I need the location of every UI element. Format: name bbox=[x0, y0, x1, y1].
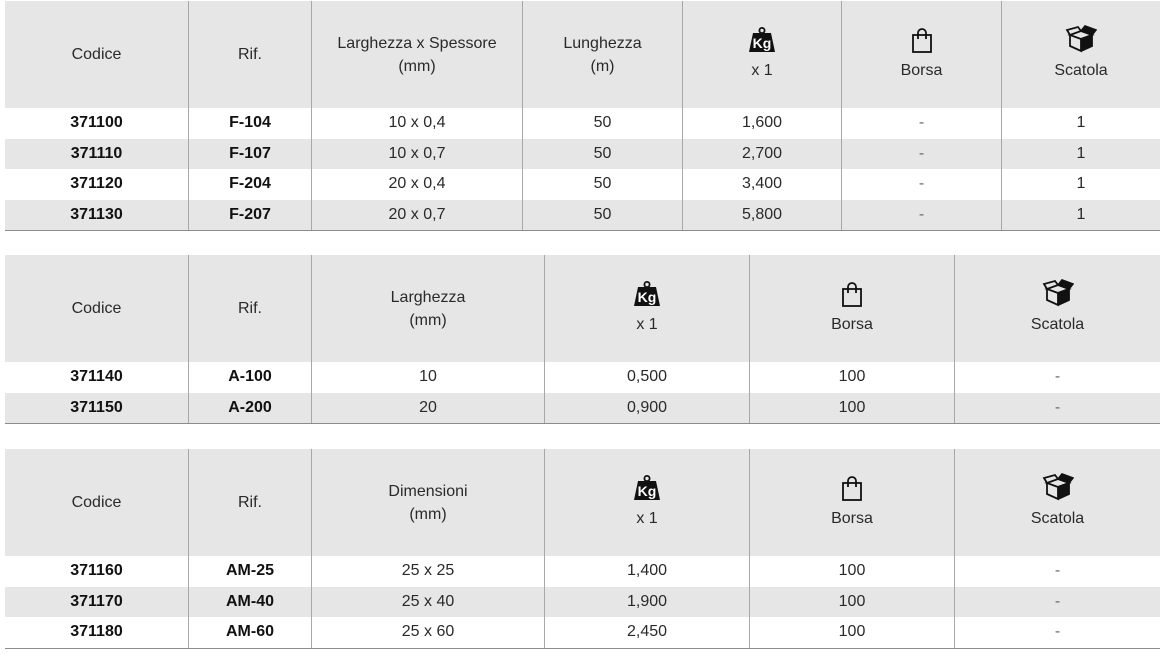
header-label: Rif. bbox=[238, 46, 262, 63]
cell-bag: 100 bbox=[749, 556, 954, 587]
cell-weight: 1,900 bbox=[544, 587, 749, 618]
cell-codice: 371180 bbox=[70, 623, 123, 641]
table-body bbox=[5, 556, 1160, 649]
header-label: Dimensioni bbox=[388, 482, 468, 500]
header-length bbox=[522, 1, 682, 108]
table-row bbox=[5, 108, 1160, 139]
cell-codice: 371100 bbox=[70, 114, 123, 132]
table-body bbox=[5, 362, 1160, 424]
cell-box: 1 bbox=[1001, 169, 1160, 200]
header-weight bbox=[682, 1, 841, 108]
header-label: x 1 bbox=[751, 62, 773, 79]
cell-rif: AM-40 bbox=[188, 587, 311, 618]
cell-box: - bbox=[954, 362, 1160, 393]
cell-codice: 371140 bbox=[70, 368, 123, 386]
cell-dimensions: 20 x 0,4 bbox=[311, 169, 522, 200]
cell-bag: - bbox=[841, 169, 1001, 200]
header-label: Scatola bbox=[1054, 62, 1108, 79]
cell-dimensions: 10 bbox=[311, 362, 544, 393]
header-label: Codice bbox=[71, 46, 122, 63]
table-row bbox=[5, 617, 1160, 648]
header-box bbox=[954, 449, 1160, 556]
cell-box: - bbox=[954, 587, 1160, 618]
header-label: Codice bbox=[71, 300, 122, 317]
cell-rif: F-104 bbox=[188, 108, 311, 139]
cell-rif: F-204 bbox=[188, 169, 311, 200]
cell-rif: A-100 bbox=[188, 362, 311, 393]
table-row bbox=[5, 139, 1160, 170]
cell-bag: 100 bbox=[749, 617, 954, 648]
cell-length: 50 bbox=[522, 108, 682, 139]
cell-bag: - bbox=[841, 139, 1001, 170]
cell-bag: 100 bbox=[749, 587, 954, 618]
header-label: x 1 bbox=[636, 510, 658, 527]
cell-bag: - bbox=[841, 200, 1001, 231]
header-bag bbox=[841, 1, 1001, 108]
cell-weight: 0,900 bbox=[544, 393, 749, 424]
header-rif bbox=[188, 255, 311, 362]
header-label: Rif. bbox=[238, 494, 262, 511]
cell-dimensions: 25 x 40 bbox=[311, 587, 544, 618]
product-table-2 bbox=[5, 255, 1160, 424]
open-box-icon bbox=[1042, 281, 1074, 307]
header-bag bbox=[749, 255, 954, 362]
open-box-icon bbox=[1042, 475, 1074, 501]
cell-box: 1 bbox=[1001, 108, 1160, 139]
header-label: x 1 bbox=[636, 316, 658, 333]
table-header bbox=[5, 449, 1160, 556]
cell-bag: - bbox=[841, 108, 1001, 139]
header-unit: (m) bbox=[590, 57, 615, 75]
open-box-icon bbox=[1065, 27, 1097, 53]
table-row bbox=[5, 587, 1160, 618]
table-row bbox=[5, 169, 1160, 200]
kg-label: Kg bbox=[637, 289, 657, 305]
cell-box: 1 bbox=[1001, 200, 1160, 231]
cell-codice: 371110 bbox=[70, 144, 123, 162]
cell-weight: 2,450 bbox=[544, 617, 749, 648]
table-body bbox=[5, 108, 1160, 231]
header-box bbox=[1001, 1, 1160, 108]
header-label: Larghezza x Spessore bbox=[337, 34, 497, 52]
table-row bbox=[5, 556, 1160, 587]
table-row bbox=[5, 200, 1160, 231]
header-codice bbox=[5, 449, 188, 556]
shopping-bag-icon bbox=[910, 27, 934, 53]
table-row bbox=[5, 393, 1160, 424]
cell-rif: F-207 bbox=[188, 200, 311, 231]
cell-weight: 2,700 bbox=[682, 139, 841, 170]
cell-length: 50 bbox=[522, 169, 682, 200]
header-label: Scatola bbox=[1030, 510, 1085, 527]
cell-rif: AM-25 bbox=[188, 556, 311, 587]
header-codice bbox=[5, 1, 188, 108]
header-label: Rif. bbox=[238, 300, 262, 317]
cell-rif: AM-60 bbox=[188, 617, 311, 648]
table-header bbox=[5, 1, 1160, 108]
cell-weight: 3,400 bbox=[682, 169, 841, 200]
cell-codice: 371160 bbox=[70, 562, 123, 580]
cell-dimensions: 25 x 60 bbox=[311, 617, 544, 648]
header-bag bbox=[749, 449, 954, 556]
cell-bag: 100 bbox=[749, 362, 954, 393]
header-unit: (mm) bbox=[409, 505, 447, 523]
cell-rif: A-200 bbox=[188, 393, 311, 424]
cell-weight: 0,500 bbox=[544, 362, 749, 393]
header-rif bbox=[188, 449, 311, 556]
header-label: Borsa bbox=[831, 316, 873, 333]
product-table-1 bbox=[5, 1, 1160, 231]
cell-dimensions: 25 x 25 bbox=[311, 556, 544, 587]
cell-length: 50 bbox=[522, 139, 682, 170]
cell-codice: 371130 bbox=[70, 205, 123, 223]
kg-weight-icon bbox=[632, 281, 662, 307]
cell-dimensions: 20 x 0,7 bbox=[311, 200, 522, 231]
cell-rif: F-107 bbox=[188, 139, 311, 170]
header-codice bbox=[5, 255, 188, 362]
header-rif bbox=[188, 1, 311, 108]
cell-weight: 5,800 bbox=[682, 200, 841, 231]
cell-codice: 371150 bbox=[70, 398, 123, 416]
header-dimensions bbox=[311, 449, 544, 556]
cell-dimensions: 20 bbox=[311, 393, 544, 424]
table-row bbox=[5, 362, 1160, 393]
kg-label: Kg bbox=[752, 35, 772, 51]
cell-box: - bbox=[954, 393, 1160, 424]
header-box bbox=[954, 255, 1160, 362]
header-label: Scatola bbox=[1030, 316, 1085, 333]
product-table-3 bbox=[5, 449, 1160, 649]
header-label: Lunghezza bbox=[563, 34, 642, 52]
cell-box: - bbox=[954, 556, 1160, 587]
header-label: Borsa bbox=[900, 62, 943, 79]
cell-box: 1 bbox=[1001, 139, 1160, 170]
header-weight bbox=[544, 255, 749, 362]
cell-bag: 100 bbox=[749, 393, 954, 424]
cell-weight: 1,400 bbox=[544, 556, 749, 587]
cell-codice: 371170 bbox=[70, 592, 123, 610]
header-label: Codice bbox=[71, 494, 122, 511]
header-dimensions bbox=[311, 255, 544, 362]
cell-codice: 371120 bbox=[70, 175, 123, 193]
header-unit: (mm) bbox=[409, 311, 447, 329]
cell-dimensions: 10 x 0,4 bbox=[311, 108, 522, 139]
kg-label: Kg bbox=[637, 483, 657, 499]
cell-length: 50 bbox=[522, 200, 682, 231]
cell-dimensions: 10 x 0,7 bbox=[311, 139, 522, 170]
kg-weight-icon bbox=[747, 27, 777, 53]
header-unit: (mm) bbox=[398, 57, 436, 75]
cell-weight: 1,600 bbox=[682, 108, 841, 139]
header-weight bbox=[544, 449, 749, 556]
kg-weight-icon bbox=[632, 475, 662, 501]
table-header bbox=[5, 255, 1160, 362]
header-label: Larghezza bbox=[390, 288, 466, 306]
header-label: Borsa bbox=[831, 510, 873, 527]
header-dimensions bbox=[311, 1, 522, 108]
shopping-bag-icon bbox=[840, 475, 864, 501]
cell-box: - bbox=[954, 617, 1160, 648]
shopping-bag-icon bbox=[840, 281, 864, 307]
